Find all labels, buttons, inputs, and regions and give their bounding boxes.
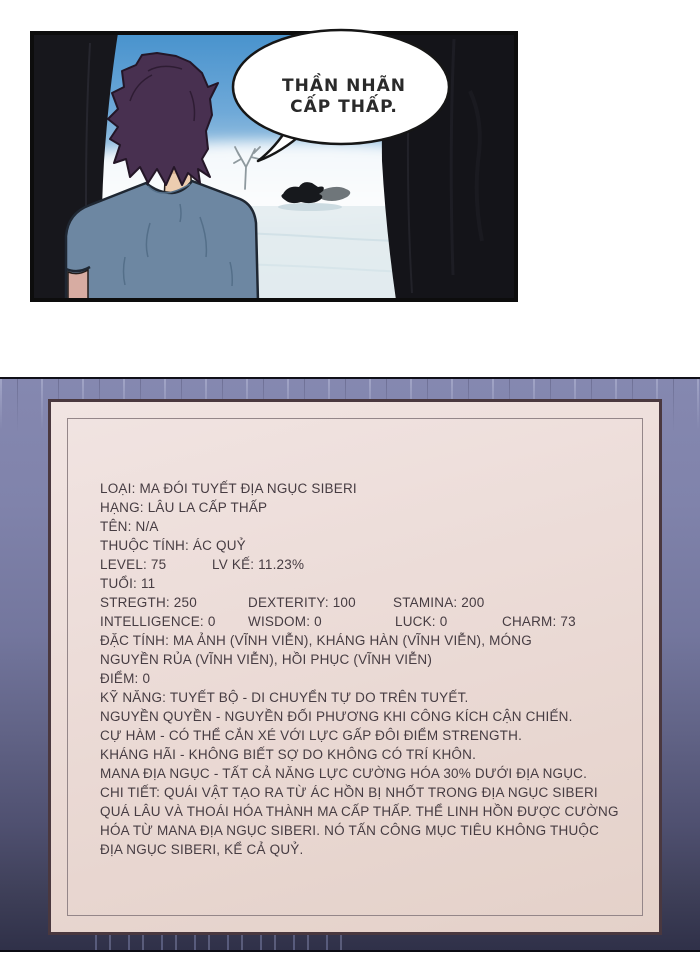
status-segment: LV KẾ: 11.23% — [212, 557, 305, 572]
status-segment: LEVEL: 75 — [100, 557, 167, 572]
speech-bubble-text-line2: CẤP THẤP. — [290, 97, 398, 117]
status-segment: STAMINA: 200 — [393, 595, 485, 610]
status-segment: NGUYỀN QUYỀN - NGUYỀN ĐỐI PHƯƠNG KHI CÔNG KÍCH CẬN CHIẾN. — [100, 709, 573, 724]
forearm-skin — [68, 270, 88, 302]
status-segment: CHARM: 73 — [502, 614, 576, 629]
status-segment: THUỘC TÍNH: ÁC QUỶ — [100, 538, 246, 553]
status-segment: CỰ HÀM - CÓ THỂ CẮN XÉ VỚI LỰC GẤP ĐÔI ĐIỂM STRENGTH. — [100, 728, 523, 743]
speech-bubble-text-line1: THẦN NHÃN — [282, 76, 406, 96]
status-scene-background — [0, 377, 700, 952]
status-segment: DEXTERITY: 100 — [248, 595, 356, 610]
panel-art — [30, 31, 518, 302]
status-segment: ĐẶC TÍNH: MA ẢNH (VĨNH VIỄN), KHÁNG HÀN (VĨNH VIỄN), MÓNG — [100, 633, 532, 648]
status-segment: KHÁNG HÃI - KHÔNG BIẾT SỢ DO KHÔNG CÓ TRÍ KHÔN. — [100, 747, 477, 762]
status-segment: KỸ NĂNG: TUYẾT BỘ - DI CHUYỂN TỰ DO TRÊN TUYẾT. — [100, 690, 469, 705]
status-segment: TÊN: N/A — [100, 519, 159, 534]
status-segment: STREGTH: 250 — [100, 595, 197, 610]
status-segment: WISDOM: 0 — [248, 614, 322, 629]
status-segment: NGUYỀN RỦA (VĨNH VIỄN), HỒI PHỤC (VĨNH VIỄN) — [100, 652, 433, 667]
status-segment: ĐIỂM: 0 — [100, 671, 151, 686]
section-top-line — [0, 377, 700, 379]
status-segment: LOẠI: MA ĐÓI TUYẾT ĐỊA NGỤC SIBERI — [100, 481, 357, 496]
status-segment: TUỔI: 11 — [100, 576, 156, 591]
status-window — [48, 399, 662, 935]
comic-panel-window-scene — [30, 31, 518, 302]
status-segment: MANA ĐỊA NGỤC - TẤT CẢ NĂNG LỰC CƯỜNG HÓA 30% DƯỚI ĐỊA NGỤC. — [100, 766, 588, 781]
section-bottom-line — [0, 950, 700, 952]
status-segment: QUÁ LÂU VÀ THOÁI HÓA THÀNH MA CẤP THẤP. THỂ LINH HỒN ĐƯỢC CƯỜNG — [100, 804, 619, 819]
status-segment: HÓA TỪ MANA ĐỊA NGỤC SIBERI. NÓ TẤN CÔNG MỤC TIÊU KHÔNG THUỘC — [100, 823, 600, 838]
status-segment: HẠNG: LÂU LA CẤP THẤP — [100, 500, 268, 515]
status-segment: LUCK: 0 — [395, 614, 448, 629]
status-segment: INTELLIGENCE: 0 — [100, 614, 216, 629]
status-segment: CHI TIẾT: QUÁI VẬT TẠO RA TỪ ÁC HỒN BỊ NHỐT TRONG ĐỊA NGỤC SIBERI — [100, 785, 598, 800]
status-segment: ĐỊA NGỤC SIBERI, KỂ CẢ QUỶ. — [100, 842, 304, 857]
